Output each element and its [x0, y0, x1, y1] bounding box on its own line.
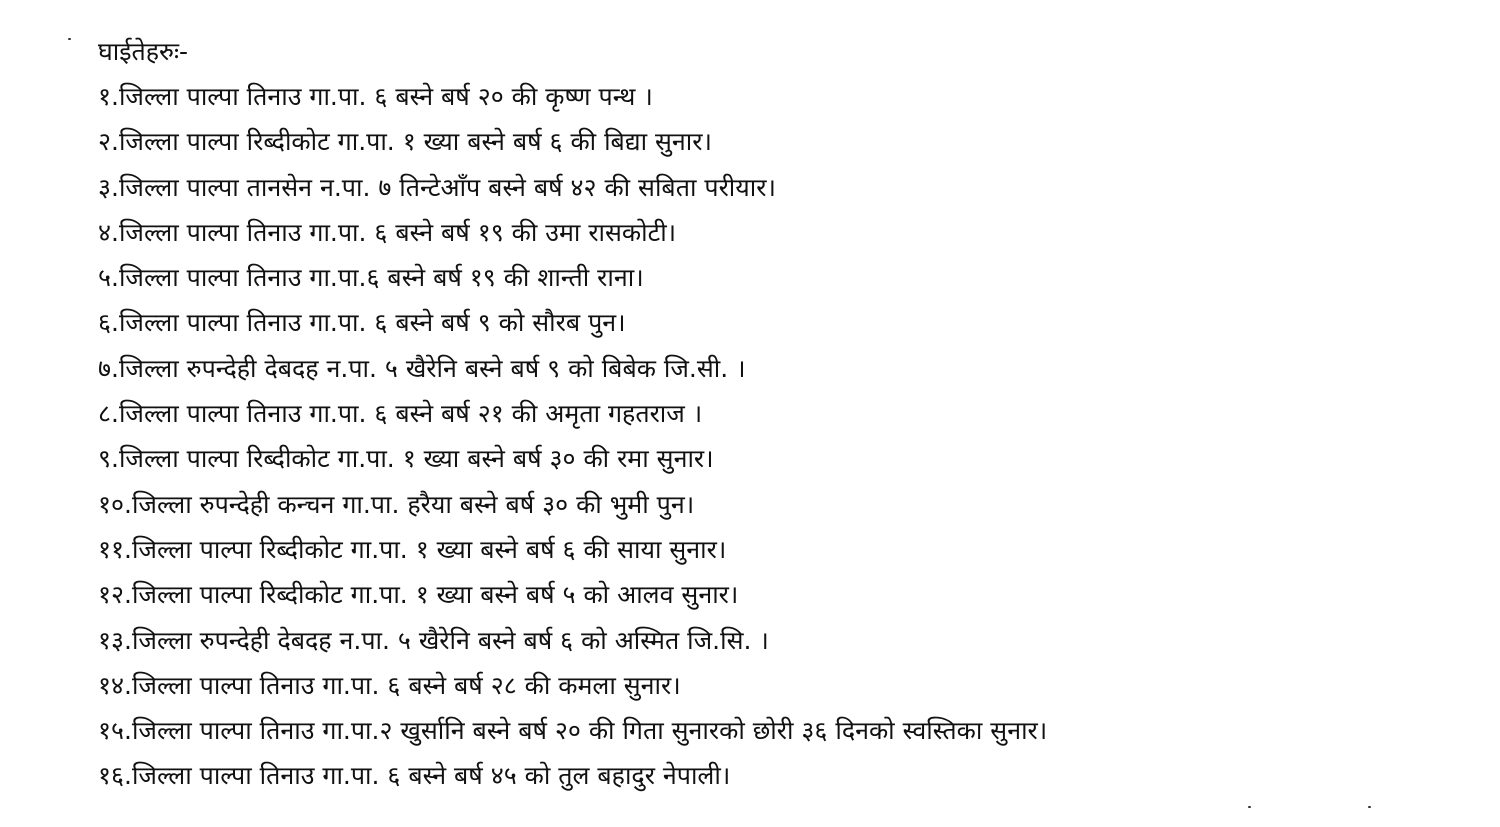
list-item: ९.जिल्ला पाल्पा रिब्दीकोट गा.पा. १ ख्या बस्ने बर्ष ३० की रमा सुनार। — [98, 444, 714, 474]
document-body — [98, 30, 1478, 799]
list-item: १२.जिल्ला पाल्पा रिब्दीकोट गा.पा. १ ख्या बस्ने बर्ष ५ को आलव सुनार। — [98, 580, 739, 610]
list-item: ६.जिल्ला पाल्पा तिनाउ गा.पा. ६ बस्ने बर्ष ९ को सौरब पुन। — [98, 308, 626, 338]
list-item: २.जिल्ला पाल्पा रिब्दीकोट गा.पा. १ ख्या बस्ने बर्ष ६ की बिद्या सुनार। — [98, 127, 712, 157]
injured-list — [98, 74, 1478, 799]
list-item: १४.जिल्ला पाल्पा तिनाउ गा.पा. ६ बस्ने बर्ष २८ की कमला सुनार। — [98, 670, 681, 700]
scan-speck — [1368, 806, 1371, 808]
scan-speck — [1248, 806, 1251, 808]
list-item: ८.जिल्ला पाल्पा तिनाउ गा.पा. ६ बस्ने बर्ष २१ की अमृता गहतराज । — [98, 399, 703, 429]
list-item: १.जिल्ला पाल्पा तिनाउ गा.पा. ६ बस्ने बर्ष २० की कृष्ण पन्थ । — [98, 82, 653, 111]
section-heading: घाईतेहरुः- — [98, 37, 189, 66]
list-item: १६.जिल्ला पाल्पा तिनाउ गा.पा. ६ बस्ने बर्ष ४५ को तुल बहादुर नेपाली। — [98, 761, 731, 791]
scan-speck — [68, 38, 71, 40]
list-item: ११.जिल्ला पाल्पा रिब्दीकोट गा.पा. १ ख्या बस्ने बर्ष ६ की साया सुनार। — [98, 534, 727, 564]
list-item: १०.जिल्ला रुपन्देही कन्चन गा.पा. हरैया बस्ने बर्ष ३० की भुमी पुन। — [98, 489, 695, 519]
list-item: ३.जिल्ला पाल्पा तानसेन न.पा. ७ तिन्टेआँप बस्ने बर्ष ४२ की सबिता परीयार। — [98, 172, 776, 202]
list-item: १५.जिल्ला पाल्पा तिनाउ गा.पा.२ खुर्सानि बस्ने बर्ष २० की गिता सुनारको छोरी ३६ दिनको स्वस्तिका सुनार। — [98, 716, 1048, 746]
list-item: १३.जिल्ला रुपन्देही देबदह न.पा. ५ खैरेनि बस्ने बर्ष ६ को अस्मित जि.सि. । — [98, 625, 769, 655]
list-item: ४.जिल्ला पाल्पा तिनाउ गा.पा. ६ बस्ने बर्ष १९ की उमा रासकोटी। — [98, 217, 677, 247]
list-item: ५.जिल्ला पाल्पा तिनाउ गा.पा.६ बस्ने बर्ष १९ की शान्ती राना। — [98, 263, 644, 293]
list-item: ७.जिल्ला रुपन्देही देबदह न.पा. ५ खैरेनि बस्ने बर्ष ९ को बिबेक जि.सी. । — [98, 353, 746, 383]
